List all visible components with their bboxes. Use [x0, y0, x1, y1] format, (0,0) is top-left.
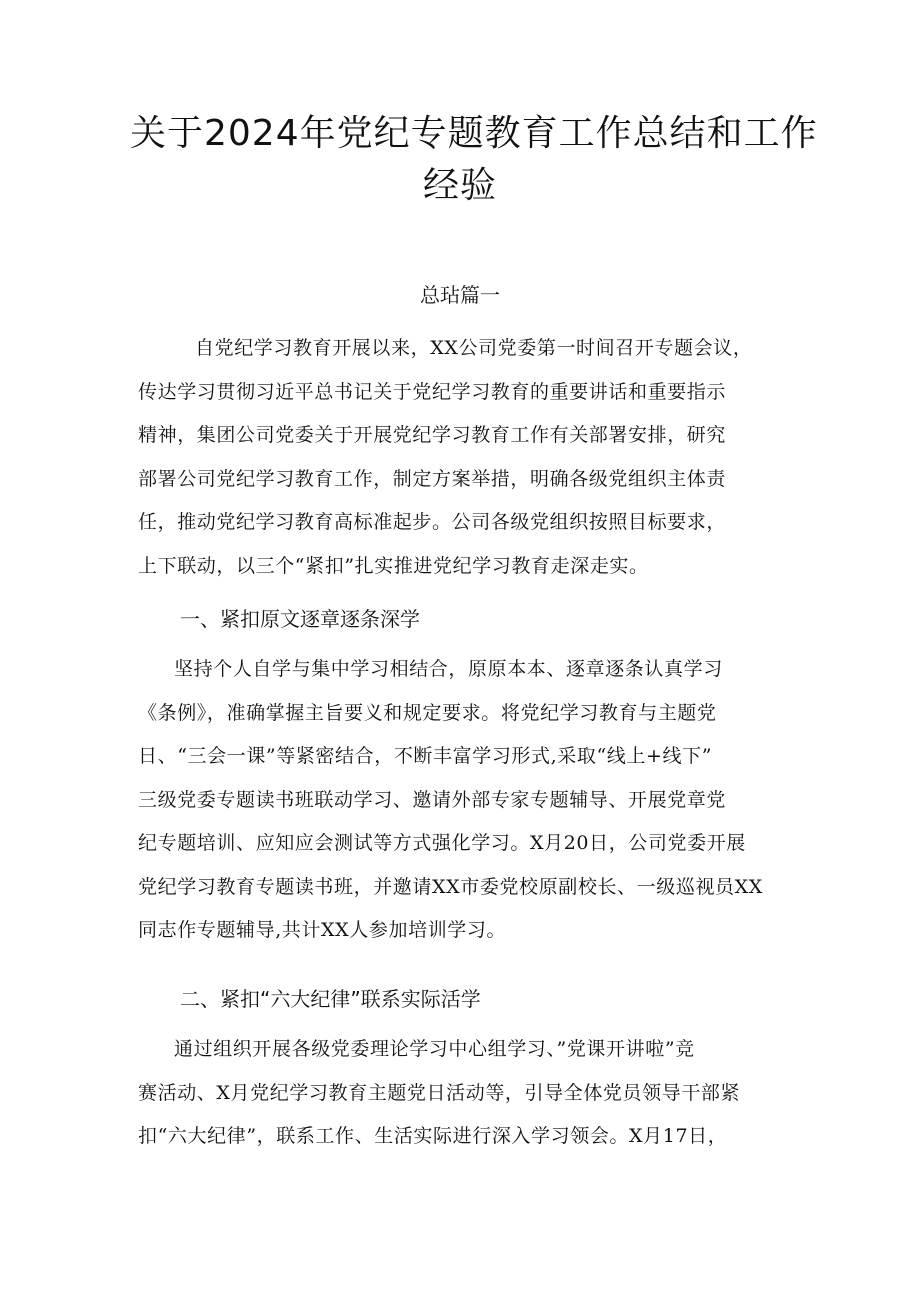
paragraph-line: 党纪学习教育专题读书班，并邀请XX市委党校原副校长、一级巡视员XX — [138, 875, 763, 898]
paragraph-line: 部署公司党纪学习教育工作，制定方案举措，明确各级党组织主体责 — [138, 467, 727, 490]
title-line-1: 关于2024年党纪专题教育工作总结和工作 — [130, 113, 818, 154]
paragraph-line: 传达学习贯彻习近平总书记关于党纪学习教育的重要讲话和重要指示 — [138, 380, 727, 403]
document-title — [130, 108, 818, 212]
paragraph-line: 精神，集团公司党委关于开展党纪学习教育工作有关部署安排，研究 — [138, 424, 727, 446]
paragraph-line: 同志作专题辅导,共计XX人参加培训学习。 — [138, 919, 507, 941]
paragraph-line: 上下联动，以三个“紧扣”扎实推进党纪学习教育走深走实。 — [138, 554, 649, 577]
section-label: 总玷篇一 — [420, 283, 500, 307]
paragraph-line: 自党纪学习教育开展以来，XX公司党委第一时间召开专题会议， — [195, 337, 753, 359]
paragraph-line: 坚持个人自学与集中学习相结合，原原本本、逐章逐条认真学习 — [174, 658, 723, 680]
section-1-paragraph — [138, 648, 788, 953]
paragraph-line: 赛活动、X月党纪学习教育主题党日活动等，引导全体党员领导干部紧 — [138, 1081, 741, 1104]
paragraph-line: 任，推动党纪学习教育高标准起步。公司各级党组织按照目标要求， — [138, 511, 727, 533]
title-line-2: 经验 — [422, 165, 497, 206]
paragraph-line: 《条例》，准确掌握主旨要义和规定要求。将党纪学习教育与主题党 — [138, 701, 717, 724]
paragraph-line: 日、“三会一课”等紧密结合，不断丰富学习形式,采取“线上+线下” — [138, 745, 713, 767]
section-2-paragraph — [138, 1028, 788, 1159]
intro-paragraph — [138, 327, 788, 588]
heading-section-1: 一、紧扣原文逐章逐条深学 — [180, 607, 420, 631]
paragraph-line: 三级党委专题读书班联动学习、邀请外部专家专题辅导、开展党章党 — [138, 788, 727, 811]
paragraph-line: 纪专题培训、应知应会测试等方式强化学习。X月20日，公司党委开展 — [138, 832, 746, 854]
paragraph-line: 扣“六大纪律”，联系工作、生活实际进行深入学习领会。X月17日， — [138, 1125, 728, 1147]
heading-section-2: 二、紧扣“六大纪律”联系实际活学 — [180, 987, 481, 1011]
paragraph-line: 通过组织开展各级党委理论学习中心组学习、”党课开讲啦”竞 — [174, 1038, 695, 1060]
